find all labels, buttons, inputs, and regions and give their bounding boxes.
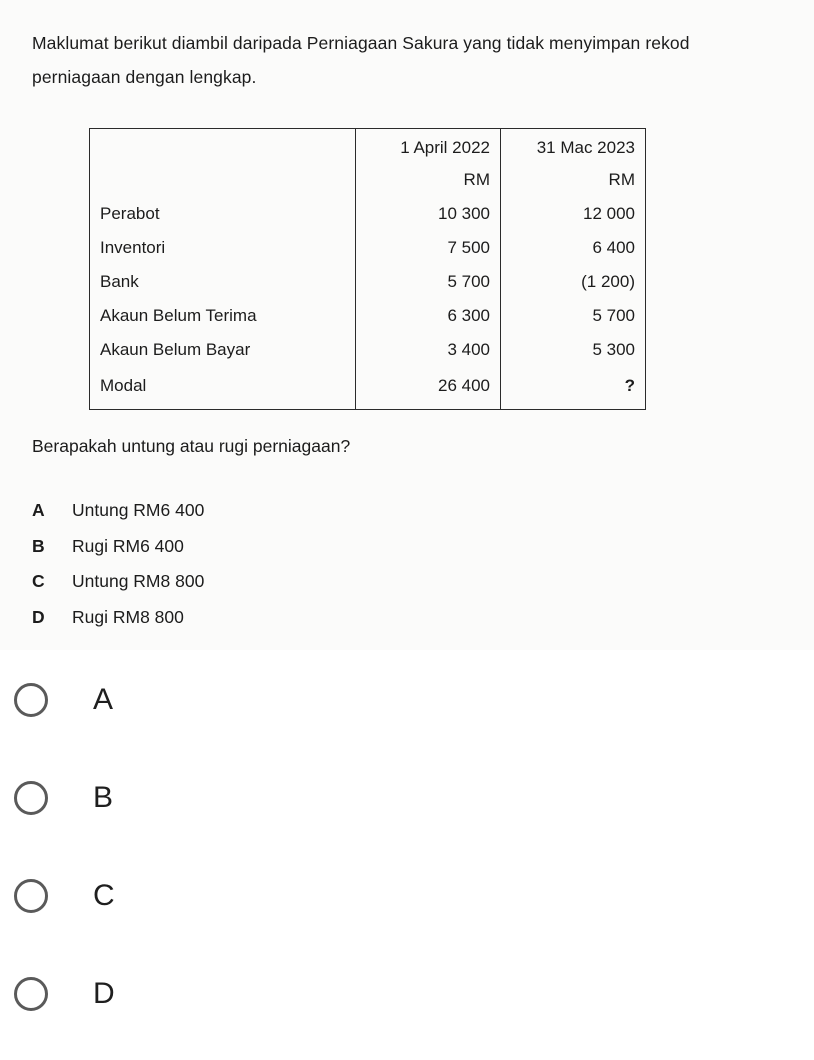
- option-item: [32, 607, 204, 643]
- row-value-start: 7 500: [356, 231, 501, 265]
- choice-label-d[interactable]: D: [93, 977, 115, 1010]
- table-row: [90, 367, 646, 410]
- header-date-start: 1 April 2022: [356, 129, 501, 164]
- table-header-blank: [90, 129, 356, 164]
- row-item: Perabot: [100, 204, 160, 223]
- answer-choices: [14, 668, 115, 1060]
- row-item: Modal: [100, 376, 147, 395]
- row-value-start: 5 700: [356, 265, 501, 299]
- row-item: Inventori: [100, 238, 166, 257]
- choice-d[interactable]: [14, 962, 115, 1060]
- row-value-end: 5 700: [592, 306, 635, 325]
- radio-button-a[interactable]: [14, 683, 48, 717]
- row-value-end: 5 300: [592, 340, 635, 359]
- row-value-start: 6 300: [356, 299, 501, 333]
- row-value-end: 12 000: [583, 204, 635, 223]
- intro-line-2: perniagaan dengan lengkap.: [32, 67, 257, 87]
- balance-table: [89, 128, 646, 410]
- option-item: [32, 571, 204, 607]
- row-value-start: 26 400: [356, 367, 501, 410]
- row-value-end: 6 400: [592, 238, 635, 257]
- table-row: [90, 265, 646, 299]
- row-item: Bank: [100, 272, 139, 291]
- choice-a[interactable]: [14, 668, 115, 766]
- radio-button-c[interactable]: [14, 879, 48, 913]
- radio-button-d[interactable]: [14, 977, 48, 1011]
- row-value-start: 10 300: [356, 197, 501, 231]
- header-unit-start: RM: [356, 163, 501, 197]
- option-list: [32, 500, 204, 642]
- table-header-blank: [90, 163, 356, 197]
- table-header-dates: [90, 129, 646, 164]
- option-text: Rugi RM8 800: [72, 606, 184, 627]
- option-letter: D: [32, 606, 45, 627]
- table-row: [90, 333, 646, 367]
- row-item: Akaun Belum Bayar: [100, 340, 251, 359]
- table-row: [90, 231, 646, 265]
- header-unit-end: RM: [608, 170, 635, 189]
- question-text: Berapakah untung atau rugi perniagaan?: [32, 436, 351, 456]
- option-item: [32, 536, 204, 572]
- row-value-end: ?: [624, 376, 635, 395]
- intro-text: [32, 26, 792, 94]
- option-letter: C: [32, 571, 45, 591]
- table-row: [90, 197, 646, 231]
- radio-button-b[interactable]: [14, 781, 48, 815]
- option-text: Rugi RM6 400: [72, 535, 184, 556]
- row-item: Akaun Belum Terima: [100, 306, 257, 325]
- table-header-units: [90, 163, 646, 197]
- choice-label-c[interactable]: C: [93, 879, 115, 912]
- option-letter: B: [32, 535, 45, 556]
- option-item: [32, 500, 204, 536]
- choice-b[interactable]: [14, 766, 115, 864]
- choice-label-a[interactable]: A: [93, 683, 114, 716]
- option-text: Untung RM6 400: [72, 500, 205, 520]
- table-row: [90, 299, 646, 333]
- option-letter: A: [32, 500, 45, 520]
- row-value-end: (1 200): [581, 272, 635, 291]
- choice-c[interactable]: [14, 864, 115, 962]
- intro-line-1: Maklumat berikut diambil daripada Perniagaan Sakura yang tidak menyimpan rekod: [32, 33, 690, 53]
- row-value-start: 3 400: [356, 333, 501, 367]
- option-text: Untung RM8 800: [72, 571, 205, 591]
- choice-label-b[interactable]: B: [93, 781, 114, 814]
- header-date-end: 31 Mac 2023: [536, 138, 635, 157]
